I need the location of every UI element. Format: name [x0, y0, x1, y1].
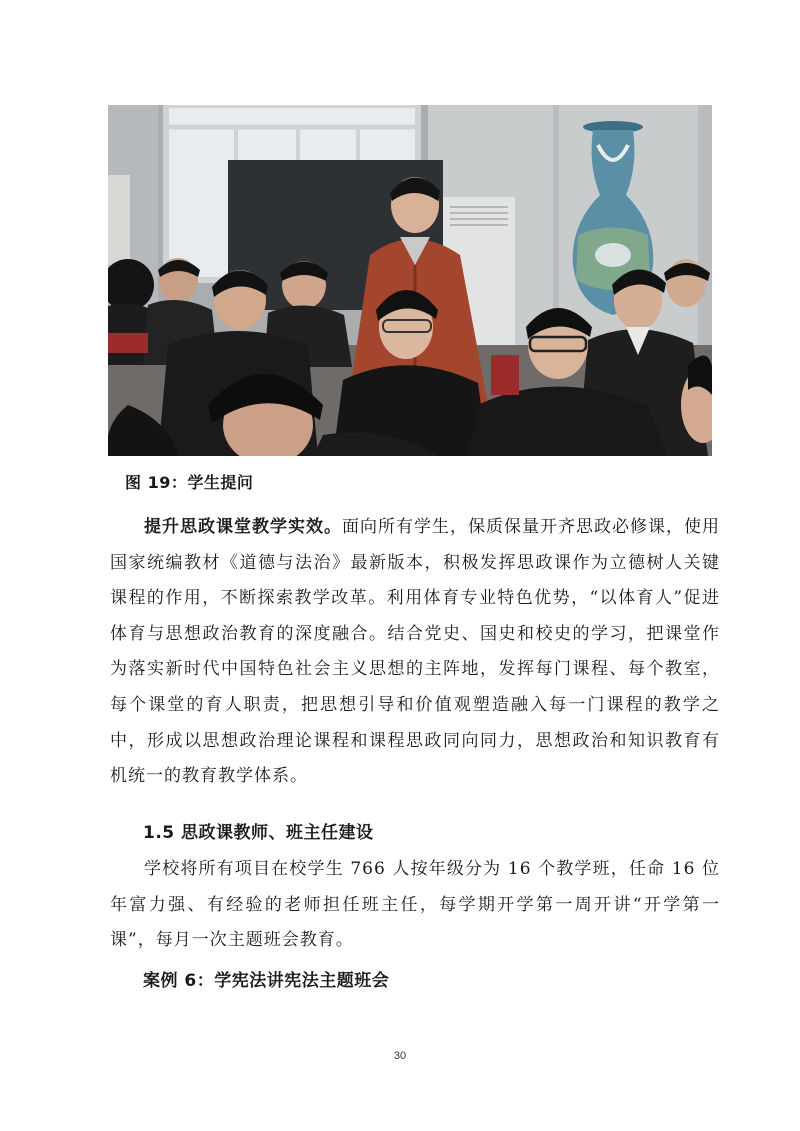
paragraph-lead: 提升思政课堂教学实效。: [144, 517, 342, 537]
paragraph-ideological-teaching: [110, 510, 720, 795]
classroom-photo: [108, 105, 712, 456]
paragraph-class-teacher: 学校将所有项目在校学生 766 人按年级分为 16 个教学班，任命 16 位年富力强、有经验的老师担任班主任，每学期开学第一周开讲“开学第一课”，每月一次主题班会教育。: [110, 859, 720, 951]
case-heading: 案例 6：学宪法讲宪法主题班会: [143, 971, 390, 991]
page-number: 30: [393, 1050, 407, 1062]
section-heading: 1.5 思政课教师、班主任建设: [143, 823, 374, 843]
paragraph-body: 面向所有学生，保质保量开齐思政必修课，使用国家统编教材《道德与法治》最新版本，积极发挥思政课作为立德树人关键课程的作用，不断探索教学改革。利用体育专业特色优势，“以体育人”促进体育与思想政治教育的深度融合。结合党史、国史和校史的学习，把课堂作为落实新时代中国特色社会主义思想的主阵地，发挥每门课程、每个教室，每个课堂的育人职责，把思想引导和价值观塑造融入每一门课程的教学之中，形成以思想政治理论课程和课程思政同向同力，思想政治和知识教育有机统一的教育教学体系。: [110, 517, 720, 787]
figure-caption: 图 19：学生提问: [125, 473, 254, 492]
